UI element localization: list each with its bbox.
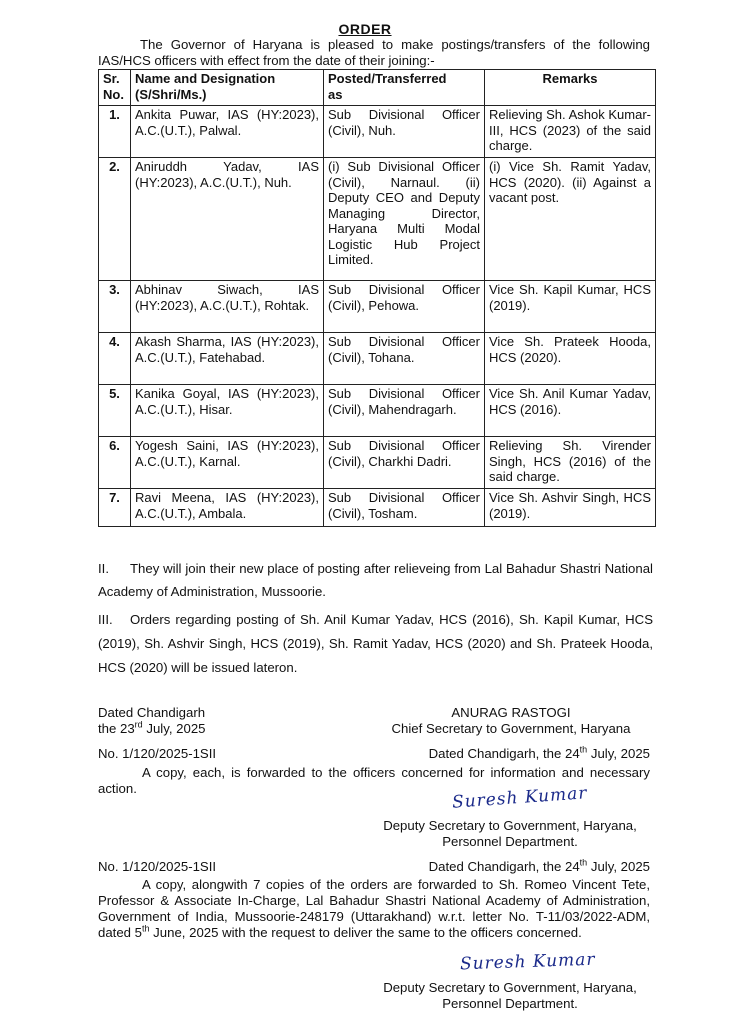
header-name-line2: (S/Shri/Ms.) — [135, 86, 207, 102]
paragraph-ii — [98, 557, 653, 603]
row-sr: 2. — [99, 158, 131, 281]
row-name: Ankita Puwar, IAS (HY:2023), A.C.(U.T.), Palwal. — [131, 106, 324, 158]
paragraph-ii-text: They will join their new place of posting after relieveing from Lal Bahadur Shastri National Academy of Administration, Mussoorie. — [98, 561, 653, 599]
row-posted: Sub Divisional Officer (Civil), Tohana. — [324, 333, 485, 385]
header-name-line1: Name and Designation — [135, 71, 276, 86]
paragraph-ii-number: II. — [98, 561, 109, 576]
endorsement-1-number: No. 1/120/2025-1SII — [98, 746, 217, 761]
row-sr: 6. — [99, 437, 131, 489]
header-posted-line1: Posted/Transferred — [328, 71, 447, 86]
paragraph-iii — [98, 608, 653, 680]
row-posted: Sub Divisional Officer (Civil), Nuh. — [324, 106, 485, 158]
row-name: Yogesh Saini, IAS (HY:2023), A.C.(U.T.), Karnal. — [131, 437, 324, 489]
endorsement-1-header — [98, 746, 650, 762]
endorsement-2-signoff — [372, 980, 648, 1012]
endorsement-1-sign-line1: Deputy Secretary to Government, Haryana, — [383, 818, 637, 833]
endorsement-1-signoff — [372, 818, 648, 850]
endorsement-2-number: No. 1/120/2025-1SII — [98, 859, 217, 874]
table-header-row — [99, 70, 656, 106]
dated-block — [98, 705, 206, 737]
row-remarks: (i) Vice Sh. Ramit Yadav, HCS (2020). (ii) Against a vacant post. — [485, 158, 656, 281]
header-posted-line2: as — [328, 86, 343, 102]
row-posted: Sub Divisional Officer (Civil), Pehowa. — [324, 281, 485, 333]
document-title: ORDER — [338, 21, 392, 37]
table-row — [99, 333, 656, 385]
endorsement-1-text: A copy, each, is forwarded to the officers concerned for information and necessary action. — [98, 765, 650, 796]
table-row — [99, 106, 656, 158]
paragraph-iii-number: III. — [98, 612, 113, 627]
row-name: Kanika Goyal, IAS (HY:2023), A.C.(U.T.), Hisar. — [131, 385, 324, 437]
endorsement-2-sign-line2: Personnel Department. — [442, 996, 578, 1011]
intro-text: The Governor of Haryana is pleased to make postings/transfers of the following IAS/HCS officers with effect from the date of their joining:- — [98, 37, 650, 68]
endorsement-1-date: Dated Chandigarh, the 24th July, 2025 — [428, 744, 650, 761]
row-posted: Sub Divisional Officer (Civil), Charkhi Dadri. — [324, 437, 485, 489]
header-name — [131, 70, 324, 106]
table-row — [99, 489, 656, 527]
row-sr: 3. — [99, 281, 131, 333]
table-row — [99, 281, 656, 333]
intro-paragraph — [98, 37, 650, 69]
header-sr-line1: Sr. — [103, 71, 120, 86]
signatory-name: ANURAG RASTOGI — [451, 705, 571, 720]
endorsement-2-signature: Suresh Kumar — [459, 949, 596, 975]
table-row — [99, 158, 656, 281]
header-sr-line2: No. — [103, 86, 124, 102]
header-posted — [324, 70, 485, 106]
paragraph-iii-text: Orders regarding posting of Sh. Anil Kumar Yadav, HCS (2016), Sh. Kapil Kumar, HCS (2019), Sh. Ashvir Singh, HCS (2019), Sh. Ramit Yadav, HCS (2020) and Sh. Prateek Hooda, HCS (2020) will be issued lateron. — [98, 612, 653, 675]
row-remarks: Relieving Sh. Ashok Kumar-III, HCS (2023) of the said charge. — [485, 106, 656, 158]
row-sr: 1. — [99, 106, 131, 158]
endorsement-2-sign-line1: Deputy Secretary to Government, Haryana, — [383, 980, 637, 995]
row-remarks: Vice Sh. Anil Kumar Yadav, HCS (2016). — [485, 385, 656, 437]
row-sr: 7. — [99, 489, 131, 527]
row-remarks: Vice Sh. Ashvir Singh, HCS (2019). — [485, 489, 656, 527]
header-remarks: Remarks — [485, 70, 656, 106]
row-remarks: Vice Sh. Prateek Hooda, HCS (2020). — [485, 333, 656, 385]
row-sr: 4. — [99, 333, 131, 385]
row-name: Akash Sharma, IAS (HY:2023), A.C.(U.T.), Fatehabad. — [131, 333, 324, 385]
row-name: Abhinav Siwach, IAS (HY:2023), A.C.(U.T.), Rohtak. — [131, 281, 324, 333]
row-name: Ravi Meena, IAS (HY:2023), A.C.(U.T.), Ambala. — [131, 489, 324, 527]
endorsement-1-sign-line2: Personnel Department. — [442, 834, 578, 849]
row-posted: Sub Divisional Officer (Civil), Tosham. — [324, 489, 485, 527]
row-sr: 5. — [99, 385, 131, 437]
row-name: Aniruddh Yadav, IAS (HY:2023), A.C.(U.T.), Nuh. — [131, 158, 324, 281]
endorsement-2-header — [98, 859, 650, 875]
endorsement-2-text: A copy, alongwith 7 copies of the orders are forwarded to Sh. Romeo Vincent Tete, Professor & Associate In-Charge, Lal Bahadur Shastri National Academy of Administration, Government of India, Mussoorie-248179 (Uttarakhand) w.r.t. letter No. T-11/03/2022-ADM, dated 5th June, 2025 with the request to deliver the same to the officers concerned. — [98, 877, 650, 940]
table-row — [99, 437, 656, 489]
row-remarks: Vice Sh. Kapil Kumar, HCS (2019). — [485, 281, 656, 333]
signatory-block — [380, 705, 642, 737]
dated-place: Dated Chandigarh — [98, 705, 206, 720]
table-row — [99, 385, 656, 437]
signatory-designation: Chief Secretary to Government, Haryana — [391, 721, 631, 736]
endorsement-2-date: Dated Chandigarh, the 24th July, 2025 — [428, 857, 650, 874]
row-posted: Sub Divisional Officer (Civil), Mahendragarh. — [324, 385, 485, 437]
postings-table — [98, 69, 656, 527]
header-sr — [99, 70, 131, 106]
row-posted: (i) Sub Divisional Officer (Civil), Narnaul. (ii) Deputy CEO and Deputy Managing Director, Haryana Multi Modal Logistic Hub Project Limited. — [324, 158, 485, 281]
endorsement-1-signature: Suresh Kumar — [451, 783, 589, 813]
row-remarks: Relieving Sh. Virender Singh, HCS (2016) of the said charge. — [485, 437, 656, 489]
dated-date: the 23rd July, 2025 — [98, 719, 206, 736]
